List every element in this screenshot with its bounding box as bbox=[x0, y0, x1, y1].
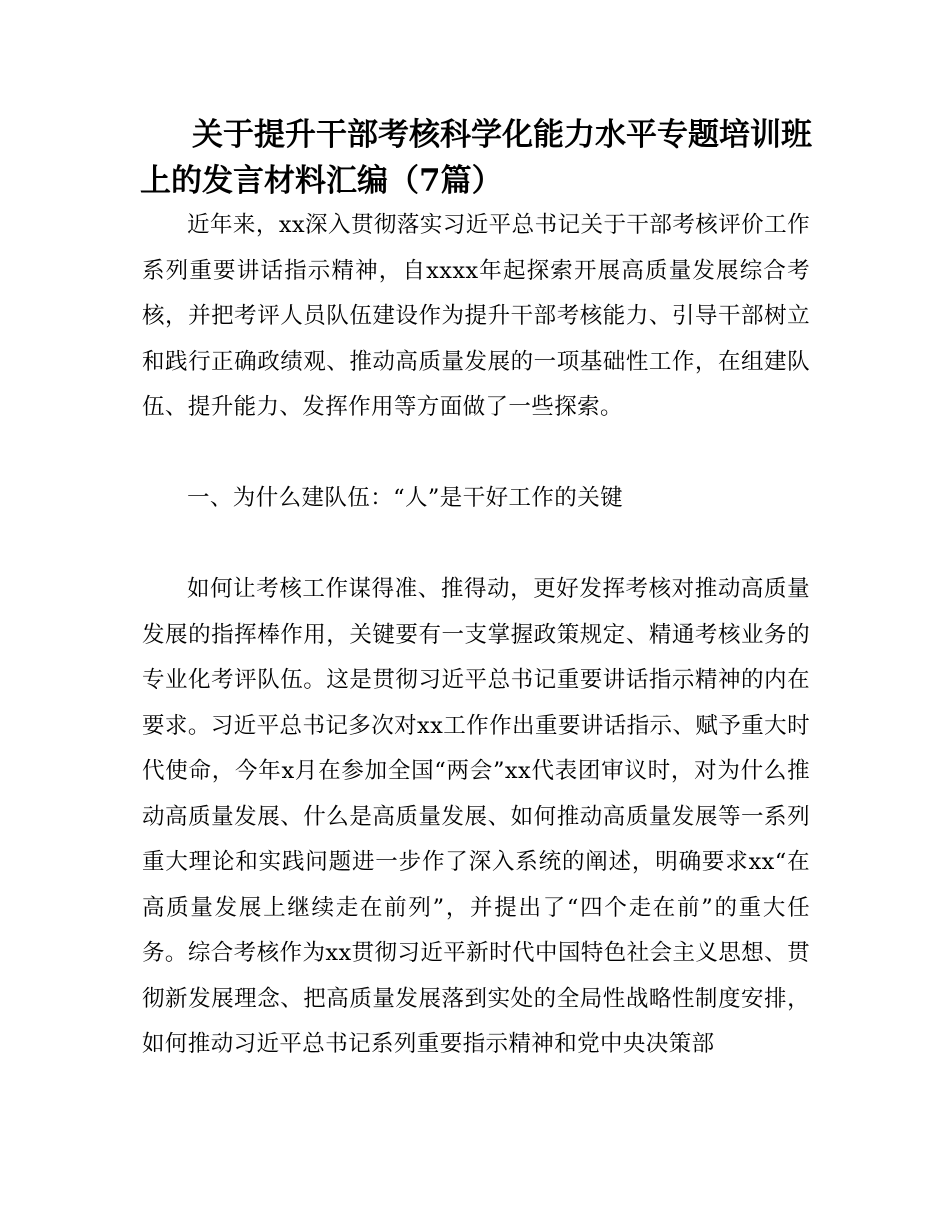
section-1-paragraph: 如何让考核工作谋得准、推得动，更好发挥考核对推动高质量发展的指挥棒作用，关键要有一支掌握政策规定、精通考核业务的专业化考评队伍。这是贯彻习近平总书记重要讲话指示精神的内在要求。习近平总书记多次对xx工作作出重要讲话指示、赋予重大时代使命，今年x月在参加全国“两会”xx代表团审议时，对为什么推动高质量发展、什么是高质量发展、如何推动高质量发展等一系列重大理论和实践问题进一步作了深入系统的阐述，明确要求xx“在高质量发展上继续走在前列”，并提出了“四个走在前”的重大任务。综合考核作为xx贯彻习近平新时代中国特色社会主义思想、贯彻新发展理念、把高质量发展落到实处的全局性战略性制度安排，如何推动习近平总书记系列重要指示精神和党中央决策部 bbox=[142, 576, 810, 1057]
document-body bbox=[142, 203, 810, 1068]
document-title: 关于提升干部考核科学化能力水平专题培训班上的发言材料汇编（7篇） bbox=[140, 117, 812, 199]
intro-paragraph: 近年来，xx深入贯彻落实习近平总书记关于干部考核评价工作系列重要讲话指示精神，自xxxx年起探索开展高质量发展综合考核，并把考评人员队伍建设作为提升干部考核能力、引导干部树立和践行正确政绩观、推动高质量发展的一项基础性工作，在组建队伍、提升能力、发挥作用等方面做了一些探索。 bbox=[142, 212, 810, 420]
paragraph-spacer bbox=[142, 431, 810, 477]
section-1-heading: 一、为什么建队伍：“人”是干好工作的关键 bbox=[187, 485, 624, 511]
paragraph-spacer bbox=[142, 522, 810, 568]
